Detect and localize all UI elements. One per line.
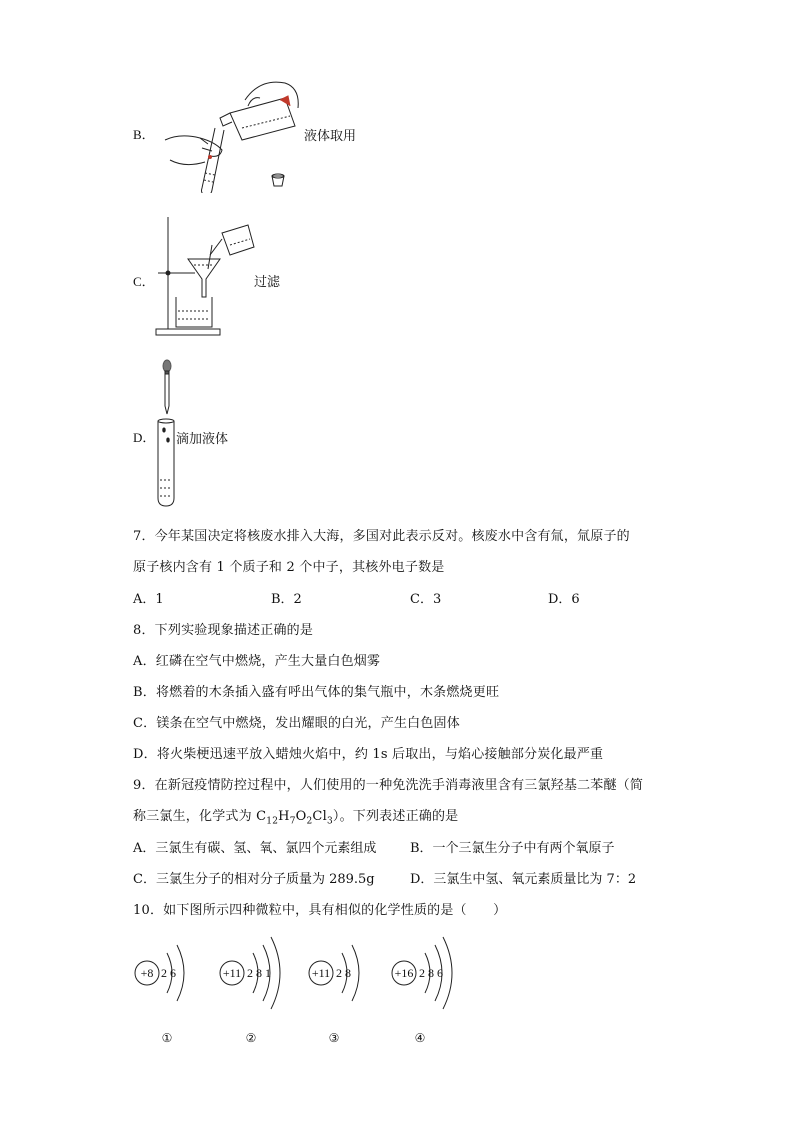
option-c-letter: C．	[133, 274, 155, 289]
q8-option-a[interactable]: A．红磷在空气中燃烧，产生大量白色烟雾	[133, 654, 381, 669]
particle-4-label: ④	[414, 1031, 426, 1045]
q7-options	[0, 588, 794, 606]
option-b-caption: 液体取用	[304, 129, 357, 144]
particle-3-nucleus: +11	[311, 966, 331, 980]
q7-option-b[interactable]: B．2	[271, 592, 302, 607]
q9-option-c[interactable]: C．三氯生分子的相对分子质量为 289.5g	[133, 872, 375, 887]
q8-stem: 8．下列实验现象描述正确的是	[133, 623, 314, 638]
q8-option-c[interactable]: C．镁条在空气中燃烧，发出耀眼的白光，产生白色固体	[133, 716, 460, 731]
particle-2-nucleus: +11	[222, 966, 242, 980]
particle-4-electrons: 2 8 6	[419, 966, 443, 980]
q9-line1: 9．在新冠疫情防控过程中，人们使用的一种免洗洗手消毒液里含有三氯羟基二苯醚（简	[133, 778, 644, 793]
q10-stem: 10．如下图所示四种微粒中，具有相似的化学性质的是（ ）	[133, 903, 507, 918]
atomic-structure-diagrams	[125, 925, 485, 1055]
particle-1-electrons: 2 6	[161, 966, 176, 980]
q9-option-b[interactable]: B．一个三氯生分子中有两个氧原子	[410, 841, 615, 856]
particle-3-electrons: 2 8	[336, 966, 351, 980]
q9-option-d[interactable]: D．三氯生中氢、氧元素质量比为 7：2	[410, 872, 637, 887]
option-d-letter: D．	[133, 430, 156, 445]
q9-options-row2	[0, 868, 794, 886]
particle-2-label: ②	[245, 1031, 257, 1045]
particle-4-nucleus: +16	[394, 966, 414, 980]
q7-line1: 7．今年某国决定将核废水排入大海，多国对此表示反对。核废水中含有氚，氚原子的	[133, 529, 630, 544]
q9-option-a[interactable]: A．三氯生有碳、氢、氧、氯四个元素组成	[133, 841, 377, 856]
q9-options-row1	[0, 837, 794, 855]
liquid-pouring-illustration	[160, 78, 300, 193]
q8-option-d[interactable]: D．将火柴梗迅速平放入蜡烛火焰中，约 1s 后取出，与焰心接触部分炭化最严重	[133, 747, 604, 762]
particle-3-label: ③	[328, 1031, 340, 1045]
q7-option-a[interactable]: A．1	[133, 592, 164, 607]
q7-option-d[interactable]: D．6	[548, 592, 580, 607]
particle-1-label: ①	[161, 1031, 173, 1045]
q7-option-c[interactable]: C．3	[410, 592, 442, 607]
option-b-letter: B．	[133, 127, 155, 142]
option-c-caption: 过滤	[254, 275, 281, 290]
q8-option-b[interactable]: B．将燃着的木条插入盛有呼出气体的集气瓶中，木条燃烧更旺	[133, 685, 500, 700]
q9-line2: 称三氯生，化学式为 $C_{12}H_7O_2Cl_3$）。下列表述正确的是	[133, 809, 459, 827]
particle-2-electrons: 2 8 1	[247, 966, 271, 980]
particle-1-nucleus: +8	[140, 966, 154, 980]
q7-line2: 原子核内含有 1 个质子和 2 个中子，其核外电子数是	[133, 560, 445, 575]
filtration-illustration	[150, 215, 260, 340]
option-d-caption: 滴加液体	[176, 432, 229, 447]
